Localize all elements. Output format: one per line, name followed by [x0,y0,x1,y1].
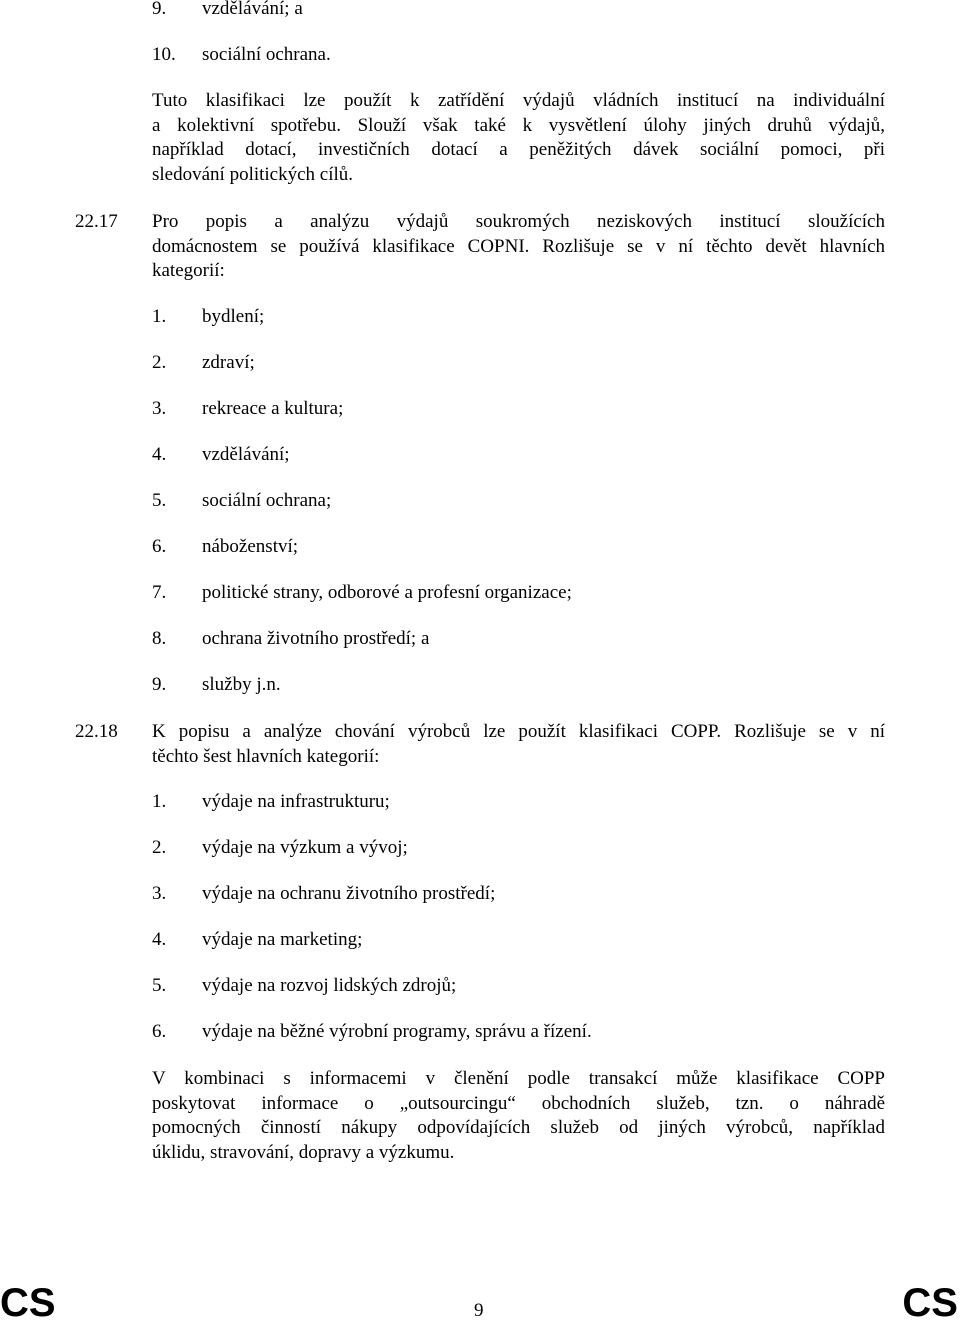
list-number: 2. [152,352,167,373]
paragraph-line: kategorií: [152,260,225,281]
list-number: 4. [152,444,167,465]
paragraph-line: Pro popis a analýzu výdajů soukromých neziskových institucí sloužících [152,211,885,232]
list-text: výdaje na infrastrukturu; [202,791,390,812]
list-text: výdaje na výzkum a vývoj; [202,837,408,858]
paragraph-line: pomocných činností nákupy odpovídajících služeb od jiných výrobců, například [152,1117,885,1138]
paragraph-line: například dotací, investičních dotací a peněžitých dávek sociální pomoci, při [152,139,885,160]
section-number: 22.17 [75,211,118,232]
paragraph-line: K popisu a analýze chování výrobců lze použít klasifikaci COPP. Rozlišuje se v ní [152,721,885,742]
list-number: 10. [152,44,176,65]
paragraph-line: úklidu, stravování, dopravy a výzkumu. [152,1141,455,1163]
list-number: 6. [152,536,167,557]
section-number: 22.18 [75,721,118,742]
list-text: vzdělávání; [202,444,290,465]
list-text: náboženství; [202,536,299,557]
list-number: 8. [152,628,167,649]
paragraph-line: Tuto klasifikaci lze použít k zatřídění výdajů vládních institucí na individuální [152,90,885,111]
language-code-right: CS [902,1281,958,1325]
list-text: zdraví; [202,352,255,373]
paragraph-line: domácnostem se používá klasifikace COPNI. Rozlišuje se v ní těchto devět hlavních [152,235,885,257]
list-number: 4. [152,929,167,950]
list-number: 3. [152,883,167,904]
list-text: sociální ochrana; [202,490,332,511]
list-number: 7. [152,582,167,603]
paragraph-line: sledování politických cílů. [152,163,354,185]
paragraph-line: V kombinaci s informacemi v členění podle transakcí může klasifikace COPP [152,1068,885,1089]
list-text: politické strany, odborové a profesní organizace; [202,582,572,603]
list-number: 3. [152,398,167,419]
paragraph-line: poskytovat informace o „outsourcingu“ obchodních služeb, tzn. o náhradě [152,1092,885,1114]
list-text: výdaje na marketing; [202,929,363,950]
list-text: rekreace a kultura; [202,398,344,419]
list-text: výdaje na ochranu životního prostředí; [202,883,496,904]
list-number: 5. [152,975,167,996]
list-number: 1. [152,791,167,812]
list-number: 9. [152,674,167,695]
list-text: výdaje na rozvoj lidských zdrojů; [202,975,457,996]
list-number: 2. [152,837,167,858]
list-text: vzdělávání; a [202,0,303,19]
list-number: 6. [152,1021,167,1042]
list-number: 5. [152,490,167,511]
language-code-left: CS [0,1281,56,1325]
paragraph-line: těchto šest hlavních kategorií: [152,745,380,767]
list-number: 1. [152,306,167,327]
list-text: ochrana životního prostředí; a [202,628,430,649]
paragraph-line: a kolektivní spotřebu. Slouží však také k vysvětlení úlohy jiných druhů výdajů, [152,114,885,136]
list-text: služby j.n. [202,674,281,695]
page-number: 9 [474,1300,484,1321]
list-number: 9. [152,0,167,19]
list-text: bydlení; [202,306,265,327]
list-text: výdaje na běžné výrobní programy, správu a řízení. [202,1021,592,1042]
list-text: sociální ochrana. [202,44,331,65]
